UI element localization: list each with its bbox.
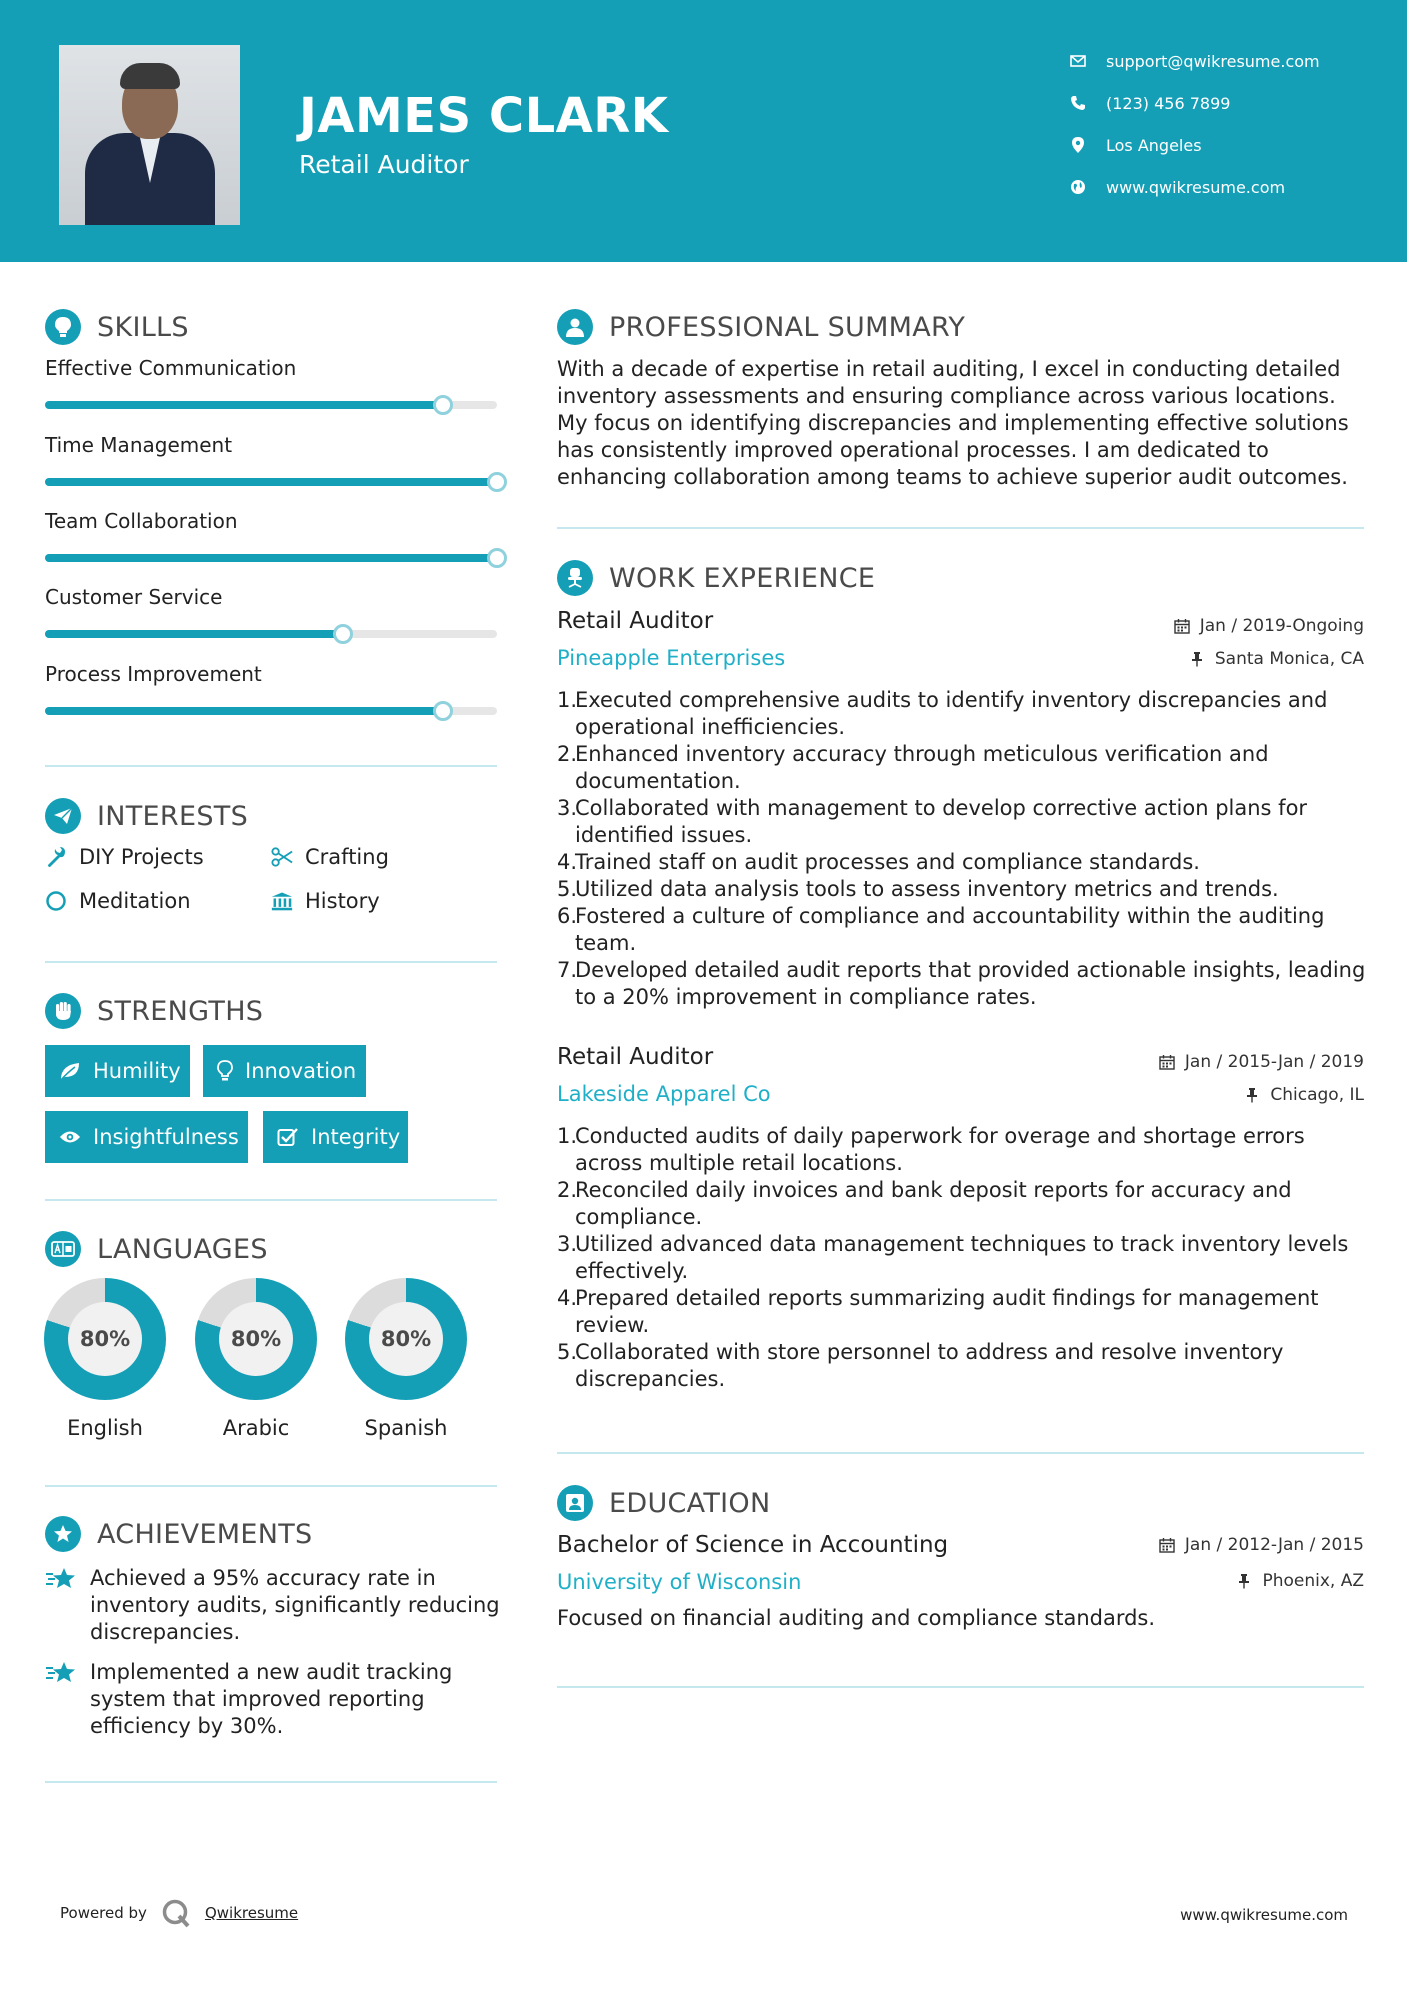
footer-branding (60, 1898, 298, 1928)
strength-tag: Integrity (263, 1111, 408, 1163)
experience-heading: WORK EXPERIENCE (557, 560, 875, 596)
language-progress-ring: 80% (195, 1278, 317, 1400)
skills-heading: SKILLS (45, 309, 189, 345)
phone-icon (1070, 95, 1086, 111)
job-title: Retail Auditor (557, 1044, 714, 1070)
section-divider (45, 1485, 497, 1487)
shooting-star-icon (45, 1565, 77, 1595)
section-divider (45, 1781, 497, 1783)
job-bullets (557, 687, 1367, 1011)
summary-heading: PROFESSIONAL SUMMARY (557, 309, 965, 345)
list-item: 2. Enhanced inventory accuracy through meticulous verification and documentation. (557, 742, 1269, 793)
contact-email[interactable]: support@qwikresume.com (1070, 40, 1320, 82)
strengths-heading: STRENGTHS (45, 993, 263, 1029)
contact-website[interactable]: www.qwikresume.com (1070, 166, 1320, 208)
skill-bar (45, 478, 497, 486)
contact-phone[interactable]: (123) 456 7899 (1070, 82, 1320, 124)
star-icon (45, 1516, 81, 1552)
resume-header (0, 0, 1407, 262)
achievement-item: Implemented a new audit tracking system that improved reporting efficiency by 30%. (45, 1659, 500, 1740)
language-progress-ring: 80% (345, 1278, 467, 1400)
list-item: 7. Developed detailed audit reports that provided actionable insights, leading to a 20% improvement in compliance rates. (557, 958, 1366, 1009)
scissors-icon (271, 846, 293, 868)
job-title: Retail Auditor (557, 608, 714, 634)
lightbulb-icon (217, 1060, 233, 1082)
list-item: 6. Fostered a culture of compliance and accountability within the auditing team. (557, 904, 1325, 955)
graduate-icon (557, 1485, 593, 1521)
achievements-heading: ACHIEVEMENTS (45, 1516, 313, 1552)
language-progress-ring: 80% (44, 1278, 166, 1400)
interest-item: DIY Projects (45, 845, 204, 869)
interests-heading: INTERESTS (45, 798, 248, 834)
skill-label: Process Improvement (45, 662, 262, 686)
candidate-role: Retail Auditor (299, 150, 469, 179)
envelope-icon (1070, 53, 1086, 69)
education-heading: EDUCATION (557, 1485, 770, 1521)
language-item: 80% Spanish (345, 1278, 467, 1440)
strength-tag: Insightfulness (45, 1111, 248, 1163)
section-divider (557, 1686, 1364, 1688)
shooting-star-icon (45, 1659, 77, 1689)
job-location: Santa Monica, CA (1189, 649, 1364, 669)
skill-bar (45, 401, 497, 409)
achievement-item: Achieved a 95% accuracy rate in inventory audits, significantly reducing discrepancies. (45, 1565, 500, 1646)
skill-knob (433, 395, 453, 415)
section-divider (45, 961, 497, 963)
job-location: Chicago, IL (1244, 1085, 1364, 1105)
location-pin-icon (1070, 137, 1086, 153)
section-divider (45, 1199, 497, 1201)
footer-url[interactable]: www.qwikresume.com (1180, 1906, 1348, 1924)
calendar-icon (1159, 1537, 1175, 1553)
skill-bar (45, 707, 497, 715)
list-item: 2. Reconciled daily invoices and bank deposit reports for accuracy and compliance. (557, 1178, 1292, 1229)
education-date: Jan / 2012-Jan / 2015 (1159, 1535, 1364, 1555)
calendar-icon (1174, 618, 1190, 634)
contact-list (1070, 40, 1320, 208)
list-item: 4. Trained staff on audit processes and compliance standards. (557, 850, 1200, 874)
lightbulb-icon (45, 309, 81, 345)
interest-item: Meditation (45, 889, 191, 913)
candidate-name: JAMES CLARK (299, 88, 669, 144)
circle-icon (45, 890, 67, 912)
wrench-icon (45, 846, 67, 868)
education-description: Focused on financial auditing and compliance standards. (557, 1606, 1156, 1630)
list-item: 3. Collaborated with management to develop corrective action plans for identified issues. (557, 796, 1308, 847)
job-date: Jan / 2019-Ongoing (1174, 616, 1364, 636)
skill-knob (333, 624, 353, 644)
list-item: 1. Conducted audits of daily paperwork for overage and shortage errors across multiple retail locations. (557, 1124, 1305, 1175)
globe-icon (1070, 179, 1086, 195)
languages-heading: LANGUAGES (45, 1231, 268, 1267)
list-item: 5. Utilized data analysis tools to assess inventory metrics and trends. (557, 877, 1279, 901)
leaf-icon (59, 1060, 81, 1082)
skill-label: Effective Communication (45, 356, 297, 380)
paper-plane-icon (45, 798, 81, 834)
skill-label: Time Management (45, 433, 233, 457)
list-item: 1. Executed comprehensive audits to identify inventory discrepancies and operational inefficiencies. (557, 688, 1328, 739)
section-divider (557, 1452, 1364, 1454)
education-location: Phoenix, AZ (1236, 1571, 1364, 1591)
pushpin-icon (1236, 1573, 1252, 1589)
skill-bar (45, 554, 497, 562)
skill-knob (487, 548, 507, 568)
language-item: 80% English (44, 1278, 166, 1440)
list-item: 5. Collaborated with store personnel to address and resolve inventory discrepancies. (557, 1340, 1284, 1391)
interest-item: Crafting (271, 845, 389, 869)
calendar-icon (1159, 1054, 1175, 1070)
skill-knob (433, 701, 453, 721)
fist-icon (45, 993, 81, 1029)
checkbox-icon (277, 1126, 299, 1148)
contact-location: Los Angeles (1070, 124, 1320, 166)
company-link[interactable]: Lakeside Apparel Co (557, 1082, 771, 1106)
qwikresume-link[interactable]: Qwikresume (204, 1904, 299, 1922)
strength-tag: Humility (45, 1045, 190, 1097)
user-icon (557, 309, 593, 345)
skill-knob (487, 472, 507, 492)
profile-photo (59, 45, 240, 225)
translate-icon (45, 1231, 81, 1267)
skill-label: Customer Service (45, 585, 223, 609)
job-bullets (557, 1123, 1367, 1393)
museum-icon (271, 890, 293, 912)
summary-text: With a decade of expertise in retail auditing, I excel in conducting detailed inventory assessments and ensuring compliance across various locations. My focus on identifying discrepancies and implementing effective solutions has consistently improved operational processes. I am dedicated to enhancing collaboration among teams to achieve superior audit outcomes. (557, 357, 1349, 489)
job-date: Jan / 2015-Jan / 2019 (1159, 1052, 1364, 1072)
powered-by-text: Powered by (60, 1904, 147, 1922)
pushpin-icon (1244, 1087, 1260, 1103)
degree-title: Bachelor of Science in Accounting (557, 1532, 949, 1558)
school-link[interactable]: University of Wisconsin (557, 1570, 802, 1594)
strength-tag: Innovation (203, 1045, 366, 1097)
list-item: 4. Prepared detailed reports summarizing audit findings for management review. (557, 1286, 1319, 1337)
office-chair-icon (557, 560, 593, 596)
language-item: 80% Arabic (195, 1278, 317, 1440)
section-divider (557, 527, 1364, 529)
list-item: 3. Utilized advanced data management techniques to track inventory levels effectively. (557, 1232, 1349, 1283)
eye-icon (59, 1126, 81, 1148)
skill-label: Team Collaboration (45, 509, 238, 533)
section-divider (45, 765, 497, 767)
pushpin-icon (1189, 651, 1205, 667)
company-link[interactable]: Pineapple Enterprises (557, 646, 786, 670)
skill-bar (45, 630, 497, 638)
qwikresume-logo-icon (161, 1898, 191, 1928)
interest-item: History (271, 889, 380, 913)
